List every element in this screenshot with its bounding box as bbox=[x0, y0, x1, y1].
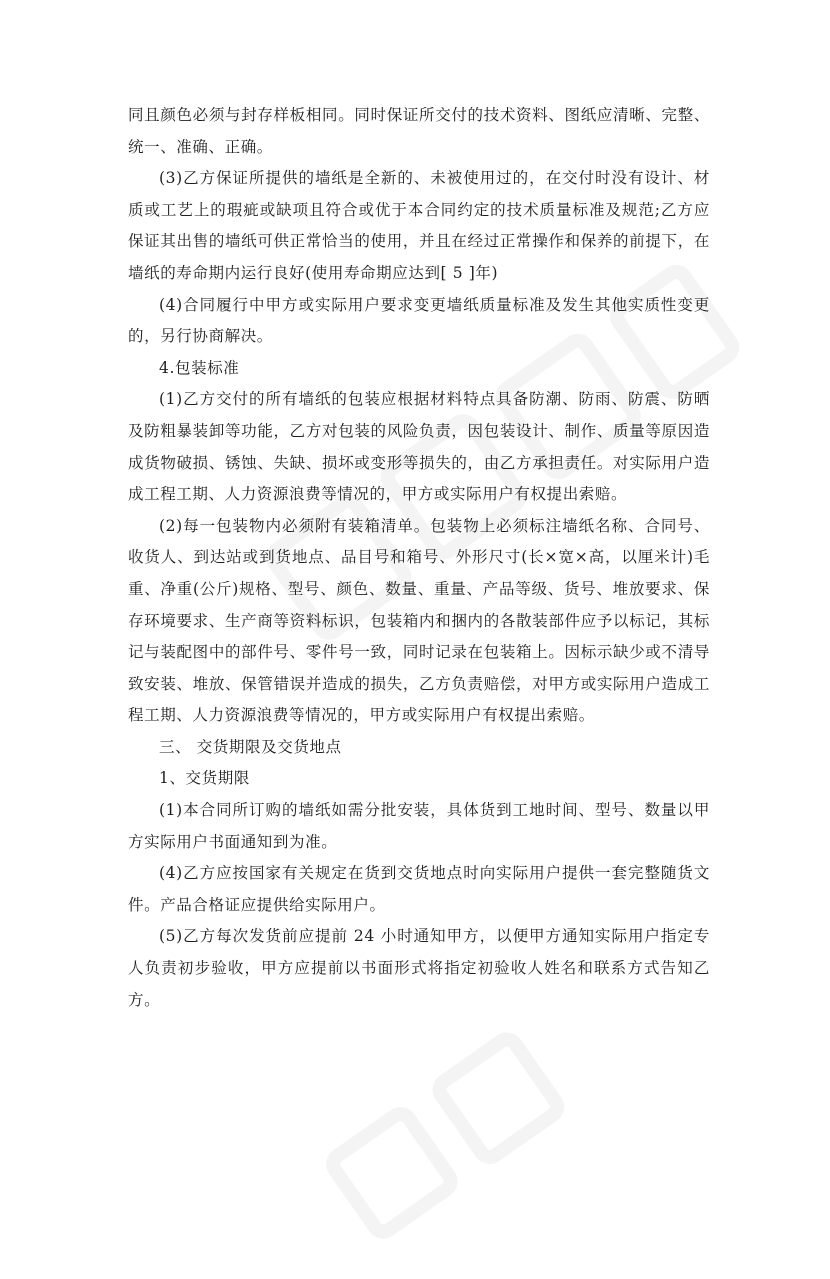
paragraph-packaging-1: (1)乙方交付的所有墙纸的包装应根据材料特点具备防潮、防雨、防震、防晒及防粗暴装卸等功能，乙方对包装的风险负责，因包装设计、制作、质量等原因造成货物破损、锈蚀、失缺、损坏或变形等损失的，由乙方承担责任。对实际用户造成工程工期、人力资源浪费等情况的，甲方或实际用户有权提出索赔。 bbox=[128, 390, 710, 504]
document-body bbox=[128, 100, 710, 1016]
watermark bbox=[315, 987, 644, 1279]
paragraph-quality-3: (3)乙方保证所提供的墙纸是全新的、未被使用过的，在交付时没有设计、材质或工艺上的瑕疵或缺项且符合或优于本合同约定的技术质量标准及规范;乙方应保证其出售的墙纸可供正常恰当的使用，并且在经过正常操作和保养的前提下，在墙纸的寿命期内运行良好(使用寿命期应达到[ 5 ]年) bbox=[128, 169, 710, 282]
watermark-graphic bbox=[315, 987, 630, 1257]
paragraph-quality-4: (4)合同履行中甲方或实际用户要求变更墙纸质量标准及发生其他实质性变更的，另行协商解决。 bbox=[128, 295, 710, 346]
paragraph-packaging-2: (2)每一包装物内必须附有装箱清单。包装物上必须标注墙纸名称、合同号、收货人、到达站或到货地点、品目号和箱号、外形尺寸(长×宽×高，以厘米计)毛重、净重(公斤)规格、型号、颜色、数量、重量、产品等级、货号、堆放要求、保存环境要求、生产商等资料标识，包装箱内和捆内的各散装部件应予以标记，其标记与装配图中的部件号、零件号一致，同时记录在包装箱上。因标示缺少或不清导致安装、堆放、保管错误并造成的损失，乙方负责赔偿，对甲方或实际用户造成工程工期、人力资源浪费等情况的，甲方或实际用户有权提出索赔。 bbox=[128, 516, 710, 725]
paragraph-delivery-4: (4)乙方应按国家有关规定在货到交货地点时向实际用户提供一套完整随货文件。产品合格证应提供给实际用户。 bbox=[128, 864, 710, 914]
paragraph-continuation: 同且颜色必须与封存样板相同。同时保证所交付的技术资料、图纸应清晰、完整、统一、准确、正确。 bbox=[128, 106, 710, 156]
subsection-heading-delivery-period: 1、交货期限 bbox=[159, 769, 250, 788]
paragraph-delivery-5: (5)乙方每次发货前应提前 24 小时通知甲方，以便甲方通知实际用户指定专人负责初步验收，甲方应提前以书面形式将指定初验收人姓名和联系方式告知乙方。 bbox=[128, 927, 710, 1009]
paragraph-delivery-1: (1)本合同所订购的墙纸如需分批安装，具体货到工地时间、型号、数量以甲方实际用户书面通知到为准。 bbox=[128, 801, 710, 851]
section-heading-packaging: 4.包装标准 bbox=[159, 358, 240, 377]
section-heading-delivery: 三、 交货期限及交货地点 bbox=[159, 737, 342, 756]
